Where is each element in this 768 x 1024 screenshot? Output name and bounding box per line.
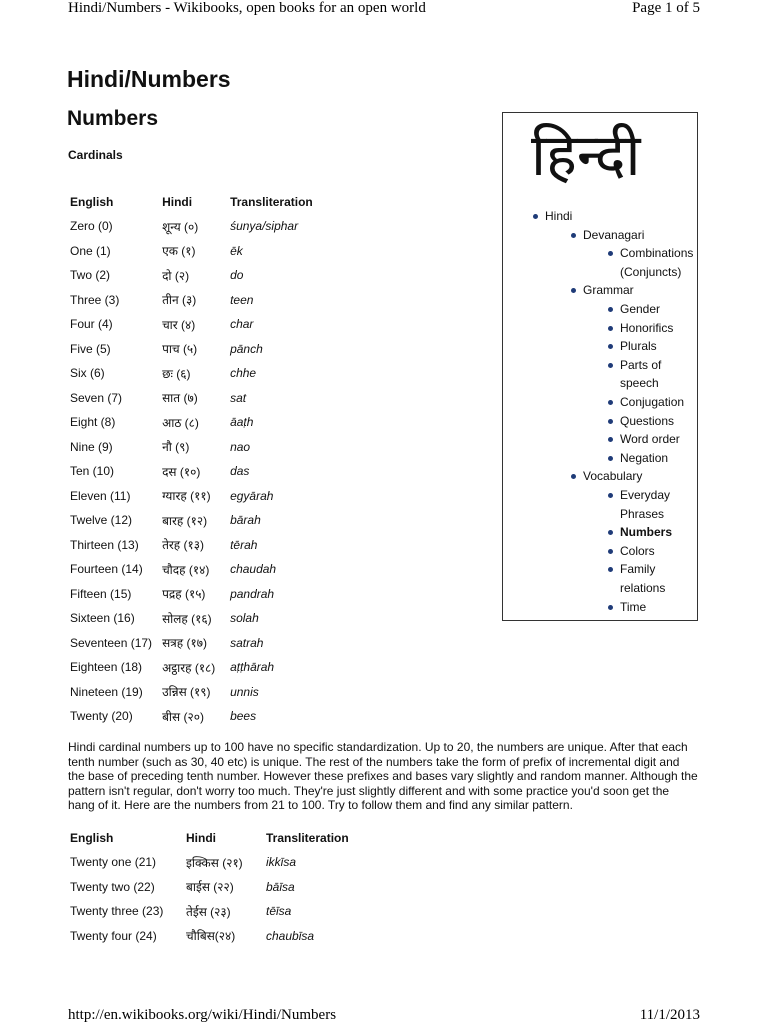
- english-cell: Five (5): [70, 341, 111, 356]
- hindi-cell: अट्ठारह (१८): [162, 660, 216, 675]
- translit-cell: solah: [230, 611, 259, 626]
- nav-item-hindi[interactable]: [545, 207, 695, 226]
- translit-cell: unnis: [230, 684, 259, 699]
- nav-item-label: Hindi: [545, 209, 573, 223]
- print-header-page: Page 1 of 5: [632, 0, 700, 16]
- english-cell: Twenty two (22): [70, 879, 155, 894]
- table-row: [68, 288, 321, 313]
- hindi-cell: तेईस (२३): [186, 904, 231, 919]
- hindi-cell: बाईस (२२): [186, 880, 234, 895]
- english-cell: Eleven (11): [70, 488, 131, 503]
- nav-item-label: Colors: [620, 543, 655, 558]
- hindi-cell: इक्किस (२१): [186, 855, 243, 870]
- hindi-cell: आठ (८): [162, 415, 199, 430]
- bullet-icon: [608, 456, 613, 461]
- table-row: [68, 875, 357, 900]
- bullet-icon: [608, 326, 613, 331]
- col-header-translit: Transliteration: [230, 195, 313, 209]
- col-header-english: English: [70, 195, 114, 209]
- translit-cell: pānch: [230, 341, 263, 356]
- table-row: [68, 582, 321, 607]
- intro-paragraph: Hindi cardinal numbers up to 100 have no specific standardization. Up to 20, the numbers are unique. After that each tenth number (such as 30, 40 etc) is unique. The rest of the numbers take the form of prefix of incremental digit and the base of preceding tenth number. However these prefixes and bases vary slightly and random manner. Although the pattern isn't regular, don't worry too much. They're just slightly different and with some practice you'd soon get the hang of it. Here are the numbers from 21 to 100. Try to follow them and find any similar pattern.: [68, 740, 698, 812]
- hindi-cell: चार (४): [162, 317, 196, 332]
- translit-cell: tēīsa: [266, 904, 292, 919]
- section-title: Numbers: [67, 107, 159, 130]
- translit-cell: chaudah: [230, 562, 277, 577]
- page-title: Hindi/Numbers: [67, 66, 231, 92]
- table-row: [68, 899, 357, 924]
- nav-item-devanagari[interactable]: [583, 226, 693, 245]
- nav-item-label: Devanagari: [583, 227, 645, 242]
- table-row: [68, 484, 321, 509]
- translit-cell: śunya/siphar: [230, 219, 299, 234]
- english-cell: Sixteen (16): [70, 611, 135, 626]
- hindi-cell: चौदह (१४): [162, 562, 210, 577]
- table-header-row: [68, 826, 357, 850]
- table-row: [68, 704, 321, 729]
- table-row: [68, 459, 321, 484]
- nav-item-questions[interactable]: [620, 412, 698, 431]
- nav-item-conjugation[interactable]: [620, 393, 698, 412]
- english-cell: Nineteen (19): [70, 684, 143, 699]
- bullet-icon: [608, 493, 613, 498]
- table-header-row: [68, 190, 321, 214]
- english-cell: Twenty four (24): [70, 928, 157, 943]
- english-cell: Twelve (12): [70, 513, 133, 528]
- bullet-icon: [571, 288, 576, 293]
- english-cell: Twenty (20): [70, 709, 133, 724]
- table-row: [68, 924, 357, 949]
- translit-cell: do: [230, 268, 244, 283]
- nav-item-colors[interactable]: [620, 542, 698, 561]
- nav-item-numbers: [620, 523, 698, 542]
- nav-item-vocabulary[interactable]: [583, 467, 693, 486]
- nav-item-family-relations[interactable]: [620, 560, 698, 597]
- print-footer-date: 11/1/2013: [639, 1007, 700, 1023]
- translit-cell: ēk: [230, 243, 243, 258]
- translit-cell: pandrah: [230, 586, 275, 601]
- translit-cell: āaṭh: [230, 415, 254, 430]
- hindi-cell: दस (१०): [162, 464, 201, 479]
- nav-item-honorifics[interactable]: [620, 319, 698, 338]
- translit-cell: teen: [230, 292, 254, 307]
- translit-cell: bees: [230, 709, 257, 724]
- nav-item-parts-of-speech[interactable]: [620, 356, 698, 393]
- print-footer-url: http://en.wikibooks.org/wiki/Hindi/Numbers: [68, 1007, 337, 1023]
- table-row: [68, 410, 321, 435]
- bullet-icon: [608, 363, 613, 368]
- bullet-icon: [571, 474, 576, 479]
- hindi-cell: शून्य (०): [162, 219, 199, 234]
- table-row: [68, 508, 321, 533]
- nav-item-time[interactable]: [620, 598, 698, 617]
- table-row: [68, 680, 321, 705]
- nav-item-label: Combinations (Conjuncts): [620, 246, 694, 279]
- hindi-cell: सत्रह (१७): [162, 636, 207, 651]
- table-row: [68, 435, 321, 460]
- nav-item-label: Honorifics: [620, 320, 674, 335]
- cardinals-table-2: [68, 826, 357, 948]
- english-cell: One (1): [70, 243, 111, 258]
- hindi-cell: बारह (१२): [162, 513, 208, 528]
- col-header-english: English: [70, 831, 114, 845]
- table-row: [68, 361, 321, 386]
- bullet-icon: [608, 567, 613, 572]
- translit-cell: tērah: [230, 537, 258, 552]
- print-header-title: Hindi/Numbers - Wikibooks, open books for an open world: [68, 0, 426, 16]
- hindi-cell: सोलह (१६): [162, 611, 212, 626]
- english-cell: Zero (0): [70, 219, 113, 234]
- english-cell: Twenty three (23): [70, 904, 164, 919]
- table-row: [68, 533, 321, 558]
- translit-cell: das: [230, 464, 250, 479]
- english-cell: Four (4): [70, 317, 113, 332]
- nav-item-negation[interactable]: [620, 449, 698, 468]
- english-cell: Eighteen (18): [70, 660, 143, 675]
- col-header-hindi: Hindi: [162, 195, 193, 209]
- hindi-cell: पद्रह (१५): [162, 587, 206, 602]
- table-row: [68, 312, 321, 337]
- bullet-icon: [608, 437, 613, 442]
- bullet-icon: [608, 344, 613, 349]
- english-cell: Fifteen (15): [70, 586, 132, 601]
- nav-item-label: Gender: [620, 302, 661, 316]
- nav-item-label: Conjugation: [620, 395, 685, 409]
- nav-item-grammar[interactable]: [583, 281, 693, 300]
- translit-cell: nao: [230, 439, 251, 454]
- translit-cell: satrah: [230, 635, 264, 650]
- col-header-translit: Transliteration: [266, 831, 349, 845]
- hindi-cell: सात (७): [162, 391, 198, 406]
- table-row: [68, 337, 321, 362]
- table-row: [68, 631, 321, 656]
- nav-item-label: Questions: [620, 413, 675, 428]
- nav-item-label: Time: [620, 599, 647, 614]
- table-row: [68, 263, 321, 288]
- hindi-cell: पाच (५): [162, 342, 198, 357]
- english-cell: Nine (9): [70, 439, 113, 454]
- hindi-cell: छः (६): [162, 366, 191, 381]
- translit-cell: bāīsa: [266, 879, 295, 894]
- hindi-cell: बीस (२०): [162, 709, 204, 724]
- nav-item-label: Vocabulary: [583, 469, 643, 484]
- english-cell: Seven (7): [70, 390, 123, 405]
- translit-cell: chhe: [230, 366, 257, 381]
- hindi-cell: उन्निस (१९): [162, 685, 211, 700]
- english-cell: Seventeen (17): [70, 635, 153, 650]
- table-row: [68, 655, 321, 680]
- translit-cell: ikkīsa: [266, 855, 297, 870]
- hindi-cell: तीन (३): [162, 293, 197, 308]
- english-cell: Thirteen (13): [70, 537, 139, 552]
- bullet-icon: [608, 307, 613, 312]
- nav-item-label: Parts of speech: [620, 357, 662, 391]
- table-row: [68, 214, 321, 239]
- english-cell: Three (3): [70, 292, 120, 307]
- nav-item-label: Word order: [620, 432, 680, 447]
- hindi-navigation-box: [502, 112, 698, 621]
- english-cell: Six (6): [70, 366, 105, 381]
- table-row: [68, 606, 321, 631]
- nav-item-everyday-phrases[interactable]: [620, 486, 698, 523]
- hindi-logo: हिन्दी: [531, 121, 641, 189]
- nav-item-label: Family relations: [620, 562, 666, 595]
- hindi-cell: चौबिस(२४): [186, 929, 236, 944]
- bullet-icon: [608, 549, 613, 554]
- nav-item-plurals[interactable]: [620, 337, 698, 356]
- english-cell: Eight (8): [70, 415, 116, 430]
- nav-item-label: Plurals: [620, 339, 657, 354]
- translit-cell: char: [230, 317, 254, 332]
- bullet-icon: [533, 214, 538, 219]
- nav-item-label: Negation: [620, 450, 669, 465]
- nav-item-combinations-conjuncts[interactable]: [620, 244, 698, 281]
- translit-cell: chaubīsa: [266, 928, 315, 943]
- table-row: [68, 386, 321, 411]
- hindi-cell: दो (२): [162, 268, 190, 283]
- bullet-icon: [571, 233, 576, 238]
- hindi-cell: नौ (९): [162, 440, 190, 455]
- translit-cell: bārah: [230, 513, 261, 528]
- english-cell: Fourteen (14): [70, 562, 143, 577]
- translit-cell: aṭṭhārah: [230, 660, 275, 675]
- translit-cell: sat: [230, 390, 247, 405]
- table-row: [68, 239, 321, 264]
- subsection-title: Cardinals: [68, 148, 123, 162]
- bullet-icon: [608, 400, 613, 405]
- nav-item-word-order[interactable]: [620, 430, 698, 449]
- english-cell: Twenty one (21): [70, 855, 157, 870]
- hindi-cell: एक (१): [162, 244, 196, 259]
- nav-item-label: Numbers: [620, 525, 673, 540]
- translit-cell: egyārah: [230, 488, 274, 503]
- col-header-hindi: Hindi: [186, 831, 216, 845]
- bullet-icon: [608, 530, 613, 535]
- nav-item-gender[interactable]: [620, 300, 698, 319]
- hindi-cell: ग्यारह (११): [162, 489, 211, 504]
- english-cell: Two (2): [70, 268, 111, 283]
- nav-item-label: Grammar: [583, 283, 634, 298]
- bullet-icon: [608, 251, 613, 256]
- table-row: [68, 850, 357, 875]
- english-cell: Ten (10): [70, 464, 115, 479]
- hindi-cell: तेरह (१३): [162, 538, 204, 553]
- bullet-icon: [608, 419, 613, 424]
- table-row: [68, 557, 321, 582]
- cardinals-table: [68, 190, 321, 729]
- bullet-icon: [608, 605, 613, 610]
- nav-item-label: Everyday Phrases: [620, 488, 671, 521]
